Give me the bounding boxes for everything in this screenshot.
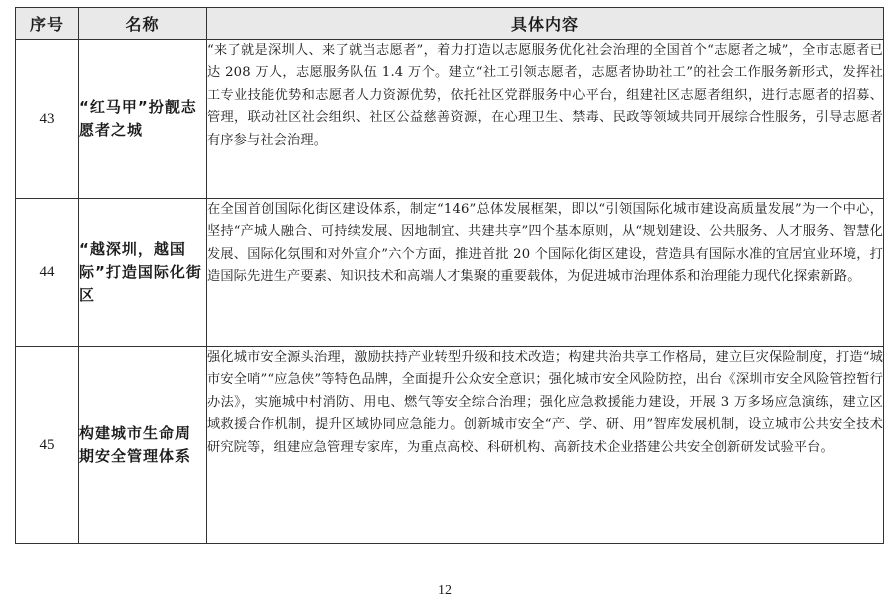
row-content: “来了就是深圳人、来了就当志愿者”，着力打造以志愿服务优化社会治理的全国首个“志愿者之城”，全市志愿者已达 208 万人，志愿服务队伍 1.4 万个。建立“社工引领志愿者，志愿者协助社工”的社会工作服务新形式，发挥社工专业技能优势和志愿者人力资源优势，依托社区党群服务中心平台，组建社区志愿者组织，进行志愿者的招募、管理，联动社区社会组织、社区公益慈善资源，在心理卫生、禁毒、民政等领域共同开展综合性服务，引导志愿者有序参与社会治理。 xyxy=(207,40,884,199)
header-content: 具体内容 xyxy=(207,8,884,40)
row-number: 44 xyxy=(16,199,79,347)
row-name: “红马甲”扮靓志愿者之城 xyxy=(79,40,207,199)
row-number: 45 xyxy=(16,347,79,544)
row-content: 强化城市安全源头治理，激励扶持产业转型升级和技术改造；构建共治共享工作格局，建立巨灾保险制度，打造“城市安全哨”“应急侠”等特色品牌，全面提升公众安全意识；强化城市安全风险防控，出台《深圳市安全风险管控暂行办法》，实施城中村消防、用电、燃气等安全综合治理；强化应急救援能力建设，开展 3 万多场应急演练，建立区域救援合作机制，提升区域协同应急能力。创新城市安全“产、学、研、用”智库发展机制，设立城市公共安全技术研究院等，组建应急管理专家库，为重点高校、科研机构、高新技术企业搭建公共安全创新研发试验平台。 xyxy=(207,347,884,544)
row-content: 在全国首创国际化街区建设体系，制定“146”总体发展框架，即以“引领国际化城市建设高质量发展”为一个中心，坚持“产城人融合、可持续发展、因地制宜、共建共享”四个基本原则，从“规划建设、公共服务、人才服务、智慧化发展、国际化氛围和对外宣介”六个方面，推进首批 20 个国际化街区建设，营造具有国际水准的宜居宜业环境，打造国际先进生产要素、知识技术和高端人才集聚的重要载体，为促进城市治理体系和治理能力现代化探索新路。 xyxy=(207,199,884,347)
table-row xyxy=(16,347,884,544)
content-table xyxy=(15,7,884,544)
header-name: 名称 xyxy=(79,8,207,40)
table-header xyxy=(16,8,884,40)
table-row xyxy=(16,40,884,199)
row-name: “越深圳，越国际”打造国际化街区 xyxy=(79,199,207,347)
row-number: 43 xyxy=(16,40,79,199)
table-row xyxy=(16,199,884,347)
header-row xyxy=(16,8,884,40)
header-number: 序号 xyxy=(16,8,79,40)
row-name: 构建城市生命周期安全管理体系 xyxy=(79,347,207,544)
page-number: 12 xyxy=(438,583,452,598)
table-body xyxy=(16,40,884,544)
